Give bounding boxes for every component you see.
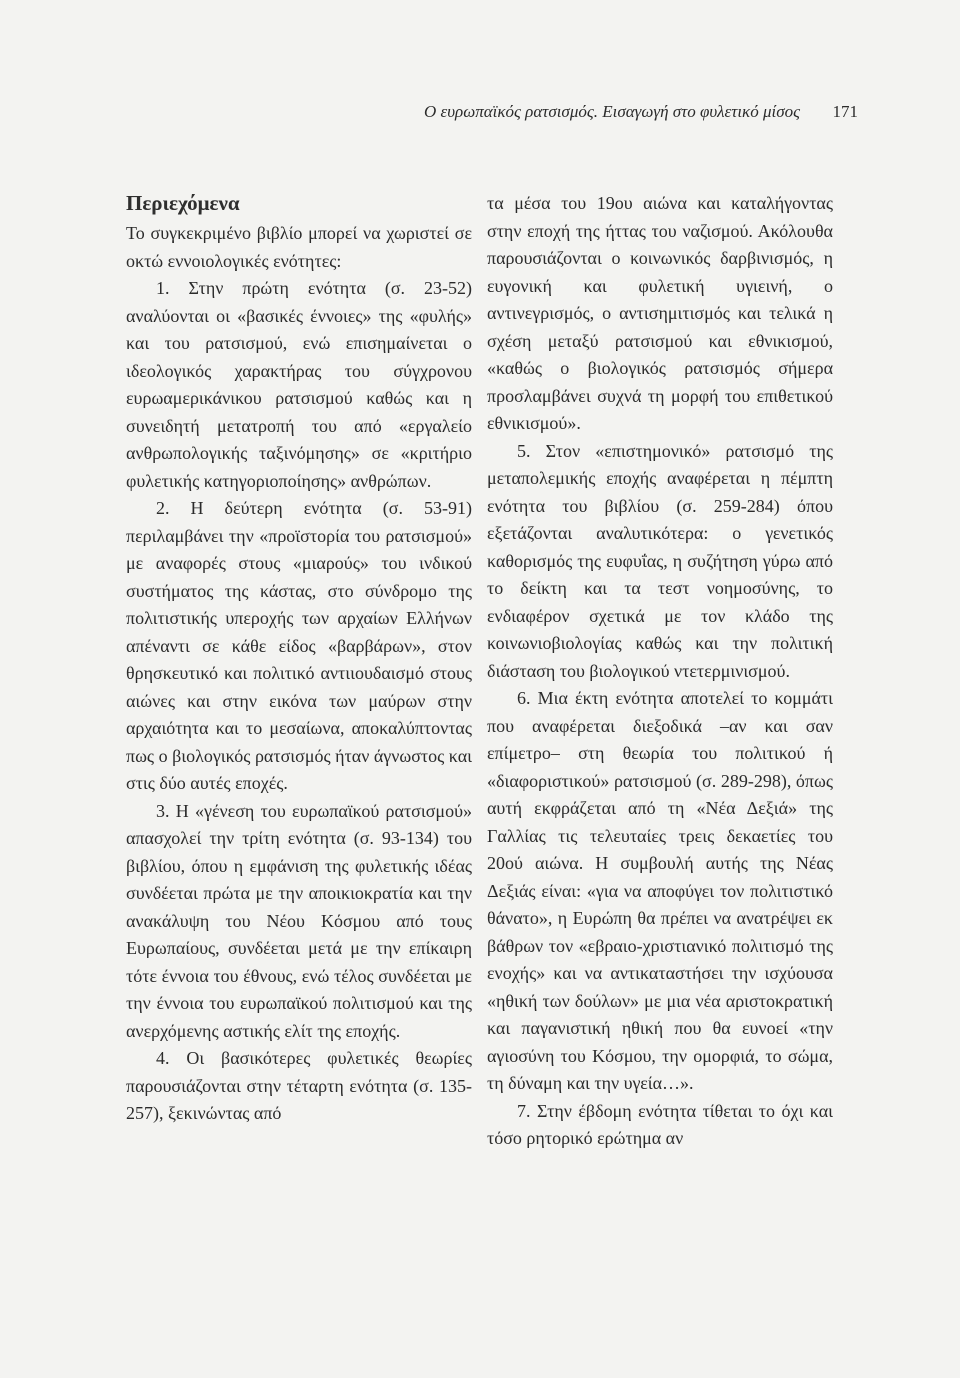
intro-paragraph: Το συγκεκριμένο βιβλίο μπορεί να χωριστεί σε οκτώ εννοιολογικές ενότητες: [126, 223, 472, 271]
paragraph-section-6: 6. Μια έκτη ενότητα αποτελεί το κομμάτι που αναφέρεται διεξοδικά –αν και σαν επίμετρο– στη θεωρία του πολιτικού ή «διαφοριστικού» ρατσισμού (σ. 289-298), όπως αυτή εκφράζεται από τη «Νέα Δεξιά» της Γαλλίας τις τελευταίες τρεις δεκαετίες του 20ού αιώνα. Η συμβουλή αυτής της Νέας Δεξιάς είναι: «για να αποφύγει τον πολιτιστικό θάνατο», η Ευρώπη θα πρέπει να ανατρέψει εκ βάθρων τον «εβραιο-χριστιανικό πολιτισμό της ενοχής» και να αντικαταστήσει την ισχύουσα «ηθική των δούλων» με μια νέα αριστοκρατική και παγανιστική ηθική που θα ευνοεί «την αγιοσύνη του Κόσμου, την ομορφιά, το σώμα, τη δύναμη και την υγεία…». [487, 688, 833, 1093]
right-column [487, 190, 833, 1153]
paragraph-section-3: 3. Η «γένεση του ευρωπαϊκού ρατσισμού» απασχολεί την τρίτη ενότητα (σ. 93-134) του βιβλίου, όπου η εμφάνιση της φυλετικής ιδέας συνδέεται πρώτα με την αποικιοκρατία και την ανακάλυψη του Νέου Κόσμου από τους Ευρωπαίους, συνδέεται μετά με την επίκαιρη τότε έννοια του έθνους, ενώ τέλος συνδέεται με την έννοια του ευρωπαϊκού πολιτισμού και της ανερχόμενης αστικής ελίτ της εποχής. [126, 800, 472, 1041]
paragraph-section-7: 7. Στην έβδομη ενότητα τίθεται το όχι και τόσο ρητορικό ερώτημα αν [487, 1100, 833, 1148]
section-heading: Περιεχόμενα [126, 191, 240, 215]
page-number: 171 [832, 102, 858, 121]
running-header [100, 102, 858, 122]
paragraph-section-5: 5. Στον «επιστημονικό» ρατσισμό της μεταπολεμικής εποχής αναφέρεται η πέμπτη ενότητα του βιβλίου (σ. 259-284) όπου εξετάζονται αναλυτικότερα: ο γενετικός καθορισμός της ευφυΐας, η συζήτηση γύρω από το δείκτη και τα τεστ νοημοσύνης, το ενδιαφέρον σχετικά με τον κλάδο της κοινωνιοβιολογίας καθώς και την πολιτική διάσταση του βιολογικού ντετερμινισμού. [487, 440, 833, 681]
paragraph-section-2: 2. Η δεύτερη ενότητα (σ. 53-91) περιλαμβάνει την «προϊστορία του ρατσισμού» με αναφορές στους «μιαρούς» του ινδικού συστήματος της κάστας, στο σύνδρομο της πολιτιστικής υπεροχής των αρχαίων Ελλήνων απέναντι σε κάθε είδος «βαρβάρων», στον θρησκευτικό και πολιτικό αντιιουδαισμό στους αιώνες και στην εικόνα των μαύρων στην αρχαιότητα και το μεσαίωνα, αποκαλύπτοντας πως ο βιολογικός ρατσισμός ήταν άγνωστος και στις δύο αυτές εποχές. [126, 498, 472, 793]
paragraph-continued: τα μέσα του 19ου αιώνα και καταλήγοντας στην εποχή της ήττας του ναζισμού. Ακόλουθα παρουσιάζονται ο κοινωνικός δαρβινισμός, η ευγονική και φυλετική υγιεινή, ο αντινεγρισμός, ο αντισημιτισμός και τελικά η σχέση μεταξύ ρατσισμού και εθνικισμού, «καθώς ο βιολογικός ρατσισμός σήμερα προσλαμβάνει συχνά τη μορφή του επιθετικού εθνικισμού». [487, 193, 833, 433]
running-title: Ο ευρωπαϊκός ρατσισμός. Εισαγωγή στο φυλετικό μίσος [424, 102, 800, 121]
paragraph-section-1: 1. Στην πρώτη ενότητα (σ. 23-52) αναλύονται οι «βασικές έννοιες» της «φυλής» και του ρατσισμού, ενώ επισημαίνεται ο ιδεολογικός χαρακτήρας του σύγχρονου ευρωαμερικάνικου ρατσισμού καθώς και η συνειδητή μετατροπή του από «εργαλείο ανθρωπολογικής ταξινόμησης» σε «κριτήριο φυλετικής κατηγοριοποίησης» ανθρώπων. [126, 278, 472, 491]
paragraph-section-4: 4. Οι βασικότερες φυλετικές θεωρίες παρουσιάζονται στην τέταρτη ενότητα (σ. 135-257), ξεκινώντας από [126, 1048, 472, 1123]
left-column [126, 190, 472, 1128]
